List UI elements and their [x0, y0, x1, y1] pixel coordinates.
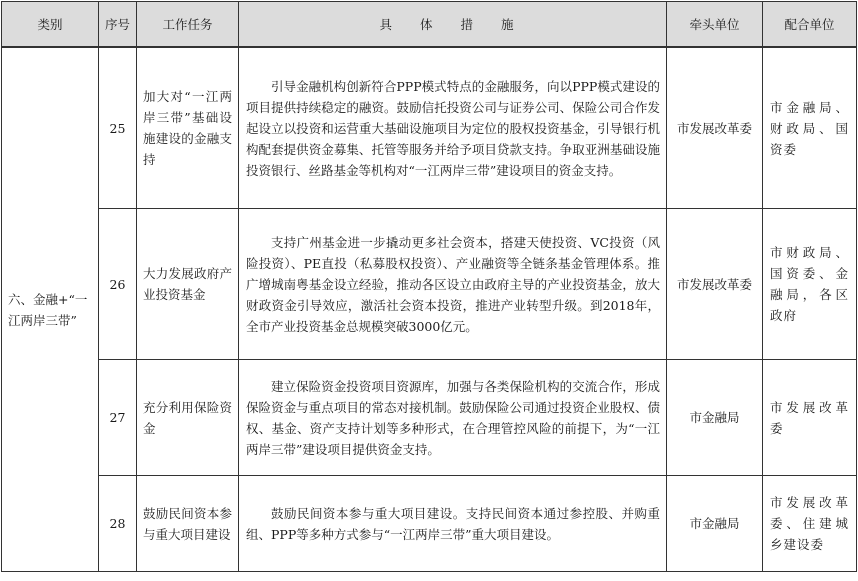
measures-text: 引导金融机构创新符合PPP模式特点的金融服务，向以PPP模式建设的项目提供持续稳定的融资。鼓励信托投资公司与证券公司、保险公司合作发起设立以投资和运营重大基础设施项目为定位的股权投资基金，引导银行机构配套提供资金募集、托管等服务并给予项目贷款支持。争取亚洲基础设施投资银行、丝路基金等机构对“一江两岸三带”建设项目的资金支持。 — [246, 78, 660, 178]
coop-unit-cell: 市财政局、国资委、金融局，各区政府 — [763, 209, 857, 360]
seq-cell: 27 — [99, 360, 137, 476]
seq-cell: 25 — [99, 47, 137, 209]
measures-cell — [239, 360, 667, 476]
lead-unit-cell: 市金融局 — [667, 360, 763, 476]
header-category: 类别 — [2, 2, 99, 48]
coop-unit-cell: 市发展改革委 — [763, 360, 857, 476]
measures-table — [1, 1, 857, 572]
table-row — [2, 476, 857, 572]
header-measures: 具 体 措 施 — [239, 2, 667, 48]
seq-cell: 26 — [99, 209, 137, 360]
header-coop-unit: 配合单位 — [763, 2, 857, 48]
measures-text: 鼓励民间资本参与重大项目建设。支持民间资本通过参控股、并购重组、PPP等多种方式参与“一江两岸三带”重大项目建设。 — [246, 505, 660, 542]
table-row — [2, 209, 857, 360]
header-lead-unit: 牵头单位 — [667, 2, 763, 48]
measures-cell — [239, 476, 667, 572]
coop-unit-cell: 市发展改革委、住建城乡建设委 — [763, 476, 857, 572]
header-seq: 序号 — [99, 2, 137, 48]
measures-text: 建立保险资金投资项目资源库，加强与各类保险机构的交流合作，形成保险资金与重点项目的常态对接机制。鼓励保险公司通过投资企业股权、债权、基金、资产支持计划等多种形式，在合理管控风险的前提下，为“一江两岸三带”建设项目提供资金支持。 — [246, 378, 660, 457]
lead-unit-cell: 市发展改革委 — [667, 47, 763, 209]
category-cell: 六、金融+“一江两岸三带” — [2, 47, 99, 572]
task-cell: 充分利用保险资金 — [137, 360, 239, 476]
task-cell: 鼓励民间资本参与重大项目建设 — [137, 476, 239, 572]
task-cell: 大力发展政府产业投资基金 — [137, 209, 239, 360]
coop-unit-cell: 市金融局、财政局、国资委 — [763, 47, 857, 209]
measures-cell — [239, 47, 667, 209]
lead-unit-cell: 市金融局 — [667, 476, 763, 572]
header-task: 工作任务 — [137, 2, 239, 48]
measures-text: 支持广州基金进一步撬动更多社会资本，搭建天使投资、VC投资（风险投资）、PE直投（私募股权投资）、产业融资等全链条基金管理体系。推广增城南粤基金设立经验，推动各区设立由政府主导的产业投资基金，放大财政资金引导效应，激活社会资本投资，推进产业转型升级。到2018年，全市产业投资基金总规模突破3000亿元。 — [246, 234, 660, 334]
lead-unit-cell: 市发展改革委 — [667, 209, 763, 360]
seq-cell: 28 — [99, 476, 137, 572]
task-cell: 加大对“一江两岸三带”基础设施建设的金融支持 — [137, 47, 239, 209]
table-row — [2, 360, 857, 476]
table-row — [2, 47, 857, 209]
measures-cell — [239, 209, 667, 360]
table-header-row — [2, 2, 857, 48]
